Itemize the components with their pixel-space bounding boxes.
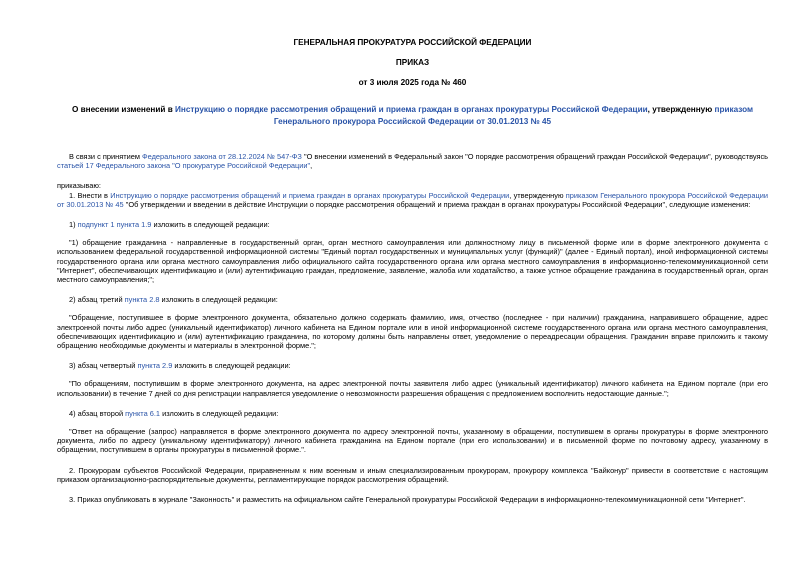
organization-title: ГЕНЕРАЛЬНАЯ ПРОКУРАТУРА РОССИЙСКОЙ ФЕДЕРАЦИИ — [293, 38, 532, 47]
subitem-3-text-1: 3) абзац четвертый — [69, 361, 138, 371]
preamble-text-2: "О внесении изменений в Федеральный закон "О порядке рассмотрения обращений граждан Российской Федерации" — [301, 152, 711, 161]
subject-text-2: , утвержденную — [647, 105, 715, 114]
article-17-link[interactable]: статьей 17 Федерального закона "О прокуратуре Российской Федерации" — [57, 161, 311, 171]
subitem-3-text-2: изложить в следующей редакции: — [172, 361, 291, 371]
subject-text-1: О внесении изменений в — [71, 105, 176, 114]
subitem-4-quote: "Ответ на обращение (запрос) направляется в форме электронного документа по адресу электронной почты, указанному в обращении, поступившем в органы прокуратуры в форме электронного документа, либо по адресу (уникальному идентификатору) личного кабинета гражданина на Едином портале (при его использовании) и в письменной форме по почтовому адресу, указанному в обращении, поступившем в органы прокуратуры в письменной форме.". — [57, 427, 768, 455]
subitem-1-quote: "1) обращение гражданина - направленные в государственный орган, орган местного самоуправления или должностному лицу в письменной форме или в форме электронного документа с использованием федеральной государственной информационной системы "Единый портал государственных и муниципальных услуг (функций)" (далее - Единый портал), иной информационной системы государственного органа или органа местного самоуправления либо официального сайта государственного органа или органа местного самоуправления в информационно-телекоммуникационной сети "Интернет", обеспечивающих идентификацию и (или) аутентификацию граждан, предложение, заявление, жалоба или ходатайство, а также устное обращение гражданина в государственный орган, орган местного самоуправления;"; — [57, 238, 768, 285]
document-date-number: от 3 июля 2025 года № 460 — [358, 78, 467, 87]
subitem-4-heading — [57, 409, 768, 418]
document-subject — [67, 104, 758, 127]
preamble-text-1: В связи с принятием — [69, 152, 143, 161]
subitem-4-link[interactable]: пункта 6.1 — [125, 408, 161, 418]
subitem-4-text-2: изложить в следующей редакции: — [160, 408, 279, 418]
item-1-text-3: "Об утверждении и введении в действие Инструкции о порядке рассмотрения обращений и приема граждан в органах прокуратуры Российской Федерации", следующие изменения: — [123, 199, 751, 209]
preamble-text-3: , руководствуясь — [710, 152, 768, 161]
subitem-1-link[interactable]: подпункт 1 пункта 1.9 — [77, 220, 152, 230]
subitem-2-heading — [57, 295, 768, 304]
item-1-text-2: , утвержденную — [509, 190, 566, 200]
preamble-paragraph — [57, 152, 768, 170]
subitem-2-text-1: 2) абзац третий — [69, 295, 125, 305]
item-1-instruction-link[interactable]: Инструкцию о порядке рассмотрения обращений и приема граждан в органах прокуратуры Российской Федерации — [110, 190, 510, 200]
item-1-paragraph — [57, 191, 768, 209]
subitem-3-heading — [57, 361, 768, 370]
subitem-3-quote: "По обращениям, поступившим в форме электронного документа, на адрес электронной почты заявителя либо адрес (уникальный идентификатор) личного кабинета на Едином портале (при его использовании) в течение 7 дней со дня регистрации направляется уведомление о невозможности разрешения обращения с предложением восполнить недостающие данные."; — [57, 379, 768, 398]
instruction-link[interactable]: Инструкцию о порядке рассмотрения обращений и приема граждан в органах прокуратуры Российской Федерации — [175, 105, 648, 114]
subitem-1-text-1: 1) — [69, 220, 78, 230]
subitem-2-quote: "Обращение, поступившее в форме электронного документа, обязательно должно содержать фамилию, имя, отчество (последнее - при наличии) гражданина, направившего обращение, адрес электронной почты либо адрес (уникальный идентификатор) личного кабинета на Едином портале или в иной информационной системе государственного органа или органа местного самоуправления, обеспечивающих идентификацию и (или) аутентификацию гражданина, по которому должны быть направлены ответ, уведомление о переадресации обращения. Гражданин вправе приложить к такому обращению необходимые документы и материалы в электронной форме."; — [57, 313, 768, 351]
item-3-paragraph: 3. Приказ опубликовать в журнале "Законность" и разместить на официальном сайте Генеральной прокуратуры Российской Федерации в информационно-телекоммуникационной сети "Интернет". — [69, 495, 746, 505]
subitem-2-link[interactable]: пункта 2.8 — [124, 295, 160, 305]
order-word: приказываю: — [57, 181, 101, 191]
subitem-1-heading — [57, 220, 768, 229]
item-1-order-link[interactable]: приказом Генерального прокурора Российской Федерации от 30.01.2013 № 45 — [57, 190, 769, 209]
subitem-1-text-2: изложить в следующей редакции: — [151, 220, 270, 230]
item-2-paragraph: 2. Прокурорам субъектов Российской Федерации, приравненным к ним военным и иным специализированным прокурорам, прокурору комплекса "Байконур" привести в соответствие с настоящим приказом организационно-распорядительные документы, регламентирующие порядок рассмотрения обращений. — [57, 465, 768, 484]
subitem-2-text-2: изложить в следующей редакции: — [159, 295, 278, 305]
subitem-4-text-1: 4) абзац второй — [69, 408, 126, 418]
federal-law-link[interactable]: Федерального закона от 28.12.2024 № 547-ФЗ — [142, 152, 302, 161]
item-1-text-1: 1. Внести в — [69, 190, 111, 200]
subitem-3-link[interactable]: пункта 2.9 — [137, 361, 173, 371]
preamble-text-4: , — [310, 161, 313, 171]
order-link[interactable]: приказом Генерального прокурора Российской Федерации от 30.01.2013 № 45 — [273, 105, 754, 126]
document-type: ПРИКАЗ — [395, 58, 430, 67]
